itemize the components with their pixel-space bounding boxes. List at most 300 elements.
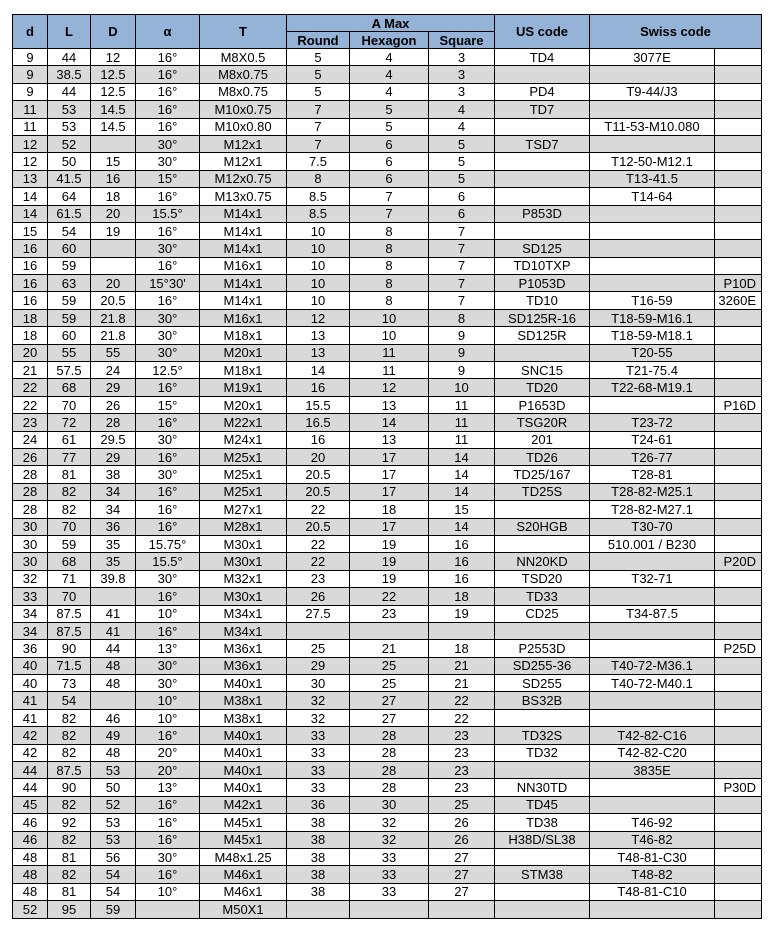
cell-extra: [715, 49, 762, 66]
cell-alpha: 10°: [136, 883, 200, 900]
cell-round: 32: [287, 709, 350, 726]
cell-us-code: TD33: [495, 588, 590, 605]
cell-extra: P20D: [715, 553, 762, 570]
cell-round: 16: [287, 379, 350, 396]
table-row: [13, 483, 762, 500]
cell-L: 55: [48, 344, 91, 361]
cell-T: M46x1: [200, 866, 287, 883]
cell-swiss-code: T13-41.5: [590, 170, 715, 187]
cell-L: 70: [48, 518, 91, 535]
cell-round: 32: [287, 692, 350, 709]
cell-square: 4: [429, 118, 495, 135]
cell-L: 73: [48, 675, 91, 692]
cell-round: 10: [287, 292, 350, 309]
table-row: [13, 135, 762, 152]
cell-us-code: TD25S: [495, 483, 590, 500]
cell-round: 8.5: [287, 188, 350, 205]
cell-d: 18: [13, 327, 48, 344]
cell-extra: P10D: [715, 275, 762, 292]
cell-round: 29: [287, 657, 350, 674]
table-row: [13, 431, 762, 448]
cell-square: 27: [429, 866, 495, 883]
cell-D: 48: [91, 675, 136, 692]
cell-alpha: 16°: [136, 49, 200, 66]
cell-hexagon: 5: [350, 118, 429, 135]
cell-us-code: TD25/167: [495, 466, 590, 483]
cell-square: 14: [429, 483, 495, 500]
cell-D: 53: [91, 831, 136, 848]
cell-T: M28x1: [200, 518, 287, 535]
cell-T: M8x0.75: [200, 83, 287, 100]
cell-T: M36x1: [200, 657, 287, 674]
cell-D: 14.5: [91, 101, 136, 118]
cell-L: 61: [48, 431, 91, 448]
cell-hexagon: 11: [350, 362, 429, 379]
cell-square: 14: [429, 518, 495, 535]
cell-square: 7: [429, 292, 495, 309]
cell-L: 82: [48, 866, 91, 883]
cell-extra: [715, 362, 762, 379]
cell-us-code: P1053D: [495, 275, 590, 292]
cell-alpha: 15°: [136, 170, 200, 187]
cell-square: 22: [429, 709, 495, 726]
cell-square: 14: [429, 448, 495, 465]
cell-us-code: [495, 188, 590, 205]
cell-D: 49: [91, 727, 136, 744]
cell-L: 63: [48, 275, 91, 292]
table-row: [13, 205, 762, 222]
cell-us-code: P853D: [495, 205, 590, 222]
table-row: [13, 796, 762, 813]
cell-round: 23: [287, 570, 350, 587]
table-row: [13, 66, 762, 83]
cell-swiss-code: T26-77: [590, 448, 715, 465]
table-row: [13, 379, 762, 396]
cell-hexagon: 18: [350, 501, 429, 518]
cell-D: 50: [91, 779, 136, 796]
table-row: [13, 101, 762, 118]
cell-T: M38x1: [200, 692, 287, 709]
cell-alpha: 30°: [136, 431, 200, 448]
cell-extra: [715, 118, 762, 135]
cell-L: 70: [48, 588, 91, 605]
cell-D: 48: [91, 657, 136, 674]
cell-d: 22: [13, 396, 48, 413]
cell-alpha: 16°: [136, 622, 200, 639]
cell-D: 34: [91, 483, 136, 500]
cell-T: M30x1: [200, 535, 287, 552]
cell-alpha: 30°: [136, 675, 200, 692]
cell-round: 33: [287, 762, 350, 779]
cell-swiss-code: T28-82-M25.1: [590, 483, 715, 500]
cell-T: M40x1: [200, 727, 287, 744]
cell-extra: [715, 344, 762, 361]
cell-round: 16: [287, 431, 350, 448]
cell-square: 23: [429, 762, 495, 779]
cell-hexagon: 5: [350, 101, 429, 118]
cell-hexagon: 28: [350, 744, 429, 761]
cell-us-code: TD45: [495, 796, 590, 813]
cell-d: 9: [13, 49, 48, 66]
cell-round: 30: [287, 675, 350, 692]
cell-extra: 3260E: [715, 292, 762, 309]
cell-D: 54: [91, 866, 136, 883]
table-body: [13, 49, 762, 919]
cell-L: 60: [48, 240, 91, 257]
cell-extra: [715, 205, 762, 222]
cell-L: 90: [48, 779, 91, 796]
cell-square: 7: [429, 257, 495, 274]
cell-square: 7: [429, 222, 495, 239]
cell-extra: [715, 692, 762, 709]
table-row: [13, 675, 762, 692]
cell-extra: [715, 744, 762, 761]
cell-extra: [715, 605, 762, 622]
cell-L: 54: [48, 692, 91, 709]
cell-swiss-code: T16-59: [590, 292, 715, 309]
header-hexagon: Hexagon: [350, 32, 429, 49]
cell-square: 11: [429, 431, 495, 448]
table-row: [13, 762, 762, 779]
cell-d: 16: [13, 257, 48, 274]
cell-hexagon: 17: [350, 483, 429, 500]
cell-alpha: 15.5°: [136, 553, 200, 570]
cell-d: 28: [13, 483, 48, 500]
cell-T: M25x1: [200, 448, 287, 465]
cell-us-code: [495, 222, 590, 239]
cell-L: 70: [48, 396, 91, 413]
cell-T: M20x1: [200, 396, 287, 413]
cell-square: 27: [429, 848, 495, 865]
cell-us-code: SD125R: [495, 327, 590, 344]
cell-T: M25x1: [200, 466, 287, 483]
cell-round: 10: [287, 257, 350, 274]
cell-square: 3: [429, 49, 495, 66]
cell-square: 15: [429, 501, 495, 518]
cell-hexagon: 7: [350, 188, 429, 205]
cell-swiss-code: T9-44/J3: [590, 83, 715, 100]
cell-us-code: BS32B: [495, 692, 590, 709]
cell-alpha: 16°: [136, 414, 200, 431]
table-row: [13, 657, 762, 674]
cell-swiss-code: T28-81: [590, 466, 715, 483]
cell-square: [429, 622, 495, 639]
cell-round: 22: [287, 535, 350, 552]
cell-D: 29: [91, 379, 136, 396]
table-row: [13, 814, 762, 831]
cell-D: 12: [91, 49, 136, 66]
cell-hexagon: 8: [350, 292, 429, 309]
cell-L: 77: [48, 448, 91, 465]
cell-d: 34: [13, 605, 48, 622]
cell-d: 16: [13, 240, 48, 257]
cell-L: 44: [48, 83, 91, 100]
cell-us-code: SD125R-16: [495, 309, 590, 326]
cell-us-code: [495, 883, 590, 900]
cell-hexagon: 8: [350, 222, 429, 239]
cell-T: M40x1: [200, 675, 287, 692]
cell-swiss-code: T48-81-C30: [590, 848, 715, 865]
cell-round: 5: [287, 83, 350, 100]
cell-swiss-code: T11-53-M10.080: [590, 118, 715, 135]
cell-T: M40x1: [200, 744, 287, 761]
cell-extra: [715, 657, 762, 674]
cell-hexagon: 22: [350, 588, 429, 605]
cell-round: [287, 622, 350, 639]
cell-L: 82: [48, 727, 91, 744]
cell-round: 20.5: [287, 483, 350, 500]
cell-us-code: SNC15: [495, 362, 590, 379]
cell-square: 6: [429, 205, 495, 222]
cell-round: [287, 901, 350, 918]
cell-hexagon: 27: [350, 709, 429, 726]
cell-hexagon: 19: [350, 570, 429, 587]
table-row: [13, 901, 762, 918]
cell-L: 82: [48, 501, 91, 518]
cell-L: 59: [48, 257, 91, 274]
cell-alpha: 16°: [136, 501, 200, 518]
cell-d: 22: [13, 379, 48, 396]
cell-us-code: [495, 153, 590, 170]
cell-extra: [715, 240, 762, 257]
cell-alpha: 30°: [136, 466, 200, 483]
cell-D: 29: [91, 448, 136, 465]
cell-alpha: 15.75°: [136, 535, 200, 552]
cell-alpha: 30°: [136, 570, 200, 587]
cell-L: 54: [48, 222, 91, 239]
cell-alpha: 16°: [136, 483, 200, 500]
cell-us-code: TD20: [495, 379, 590, 396]
cell-hexagon: 4: [350, 66, 429, 83]
table-header: [13, 15, 762, 49]
cell-square: 18: [429, 640, 495, 657]
cell-L: 87.5: [48, 762, 91, 779]
cell-us-code: TD32: [495, 744, 590, 761]
cell-round: 20: [287, 448, 350, 465]
cell-T: M25x1: [200, 483, 287, 500]
cell-alpha: 13°: [136, 640, 200, 657]
cell-us-code: [495, 501, 590, 518]
cell-D: 38: [91, 466, 136, 483]
cell-D: [91, 692, 136, 709]
table-row: [13, 622, 762, 639]
table-row: [13, 553, 762, 570]
cell-d: 30: [13, 553, 48, 570]
table-row: [13, 570, 762, 587]
cell-extra: [715, 501, 762, 518]
header-T: T: [200, 15, 287, 49]
cell-round: 7: [287, 101, 350, 118]
cell-T: M22x1: [200, 414, 287, 431]
cell-D: 35: [91, 535, 136, 552]
cell-round: 38: [287, 883, 350, 900]
table-row: [13, 709, 762, 726]
cell-hexagon: 25: [350, 657, 429, 674]
cell-hexagon: 23: [350, 605, 429, 622]
cell-d: 11: [13, 101, 48, 118]
cell-round: 5: [287, 66, 350, 83]
cell-swiss-code: [590, 901, 715, 918]
cell-swiss-code: T40-72-M40.1: [590, 675, 715, 692]
cell-hexagon: [350, 901, 429, 918]
cell-L: 64: [48, 188, 91, 205]
cell-L: 59: [48, 535, 91, 552]
cell-round: 15.5: [287, 396, 350, 413]
cell-round: 25: [287, 640, 350, 657]
cell-square: 27: [429, 883, 495, 900]
table-row: [13, 49, 762, 66]
cell-alpha: 15.5°: [136, 205, 200, 222]
cell-swiss-code: T30-70: [590, 518, 715, 535]
table-row: [13, 327, 762, 344]
header-round: Round: [287, 32, 350, 49]
cell-extra: [715, 188, 762, 205]
cell-us-code: NN30TD: [495, 779, 590, 796]
cell-swiss-code: [590, 205, 715, 222]
table-row: [13, 170, 762, 187]
cell-extra: [715, 814, 762, 831]
cell-T: M8x0.75: [200, 66, 287, 83]
cell-T: M12x0.75: [200, 170, 287, 187]
cell-alpha: 30°: [136, 657, 200, 674]
cell-alpha: 16°: [136, 588, 200, 605]
cell-d: 26: [13, 448, 48, 465]
cell-hexagon: 17: [350, 466, 429, 483]
cell-extra: [715, 66, 762, 83]
cell-L: 59: [48, 309, 91, 326]
cell-alpha: 30°: [136, 344, 200, 361]
cell-D: 26: [91, 396, 136, 413]
header-swiss-code: Swiss code: [590, 15, 762, 49]
cell-extra: [715, 796, 762, 813]
cell-us-code: [495, 901, 590, 918]
cell-d: 42: [13, 744, 48, 761]
cell-square: 26: [429, 814, 495, 831]
cell-us-code: [495, 66, 590, 83]
cell-square: 10: [429, 379, 495, 396]
cell-us-code: STM38: [495, 866, 590, 883]
cell-extra: [715, 535, 762, 552]
cell-extra: [715, 483, 762, 500]
cell-hexagon: 4: [350, 49, 429, 66]
cell-us-code: P2553D: [495, 640, 590, 657]
cell-T: M14x1: [200, 205, 287, 222]
table-row: [13, 605, 762, 622]
cell-alpha: 16°: [136, 866, 200, 883]
table-row: [13, 118, 762, 135]
cell-D: 21.8: [91, 327, 136, 344]
cell-swiss-code: T24-61: [590, 431, 715, 448]
cell-square: 19: [429, 605, 495, 622]
table-row: [13, 240, 762, 257]
cell-square: 7: [429, 275, 495, 292]
cell-alpha: 16°: [136, 831, 200, 848]
cell-D: 46: [91, 709, 136, 726]
cell-alpha: 16°: [136, 379, 200, 396]
cell-D: [91, 135, 136, 152]
cell-d: 18: [13, 309, 48, 326]
cell-alpha: 10°: [136, 709, 200, 726]
cell-square: 3: [429, 66, 495, 83]
cell-D: 16: [91, 170, 136, 187]
cell-D: 19: [91, 222, 136, 239]
cell-d: 9: [13, 83, 48, 100]
cell-extra: [715, 518, 762, 535]
cell-square: 25: [429, 796, 495, 813]
cell-alpha: 16°: [136, 796, 200, 813]
cell-hexagon: 6: [350, 135, 429, 152]
cell-extra: [715, 135, 762, 152]
cell-square: 9: [429, 344, 495, 361]
cell-round: 8: [287, 170, 350, 187]
cell-d: 48: [13, 848, 48, 865]
cell-alpha: 16°: [136, 727, 200, 744]
cell-L: 53: [48, 101, 91, 118]
cell-hexagon: 6: [350, 153, 429, 170]
cell-d: 11: [13, 118, 48, 135]
cell-d: 41: [13, 692, 48, 709]
cell-d: 36: [13, 640, 48, 657]
cell-hexagon: 33: [350, 866, 429, 883]
cell-extra: [715, 466, 762, 483]
cell-extra: [715, 848, 762, 865]
cell-T: M38x1: [200, 709, 287, 726]
cell-extra: [715, 83, 762, 100]
cell-L: 81: [48, 466, 91, 483]
cell-us-code: SD125: [495, 240, 590, 257]
table-row: [13, 466, 762, 483]
cell-T: M12x1: [200, 135, 287, 152]
cell-square: 11: [429, 414, 495, 431]
cell-us-code: TSG20R: [495, 414, 590, 431]
cell-L: 82: [48, 709, 91, 726]
cell-swiss-code: T21-75.4: [590, 362, 715, 379]
cell-D: 41: [91, 622, 136, 639]
cell-extra: P16D: [715, 396, 762, 413]
cell-square: 5: [429, 153, 495, 170]
header-D: D: [91, 15, 136, 49]
cell-hexagon: 28: [350, 779, 429, 796]
cell-square: 7: [429, 240, 495, 257]
cell-square: 23: [429, 727, 495, 744]
cell-extra: [715, 153, 762, 170]
cell-square: 23: [429, 744, 495, 761]
cell-us-code: TD38: [495, 814, 590, 831]
cell-D: 36: [91, 518, 136, 535]
table-row: [13, 535, 762, 552]
cell-round: 5: [287, 49, 350, 66]
table-row: [13, 188, 762, 205]
cell-D: 56: [91, 848, 136, 865]
cell-D: 55: [91, 344, 136, 361]
table-row: [13, 414, 762, 431]
cell-swiss-code: T42-82-C20: [590, 744, 715, 761]
cell-alpha: 16°: [136, 66, 200, 83]
cell-alpha: 16°: [136, 222, 200, 239]
cell-L: 81: [48, 883, 91, 900]
cell-D: 52: [91, 796, 136, 813]
cell-hexagon: 32: [350, 814, 429, 831]
cell-swiss-code: T40-72-M36.1: [590, 657, 715, 674]
cell-extra: [715, 675, 762, 692]
cell-swiss-code: T46-92: [590, 814, 715, 831]
cell-d: 48: [13, 866, 48, 883]
cell-d: 48: [13, 883, 48, 900]
cell-d: 30: [13, 518, 48, 535]
cell-hexagon: 13: [350, 396, 429, 413]
cell-extra: [715, 709, 762, 726]
cell-alpha: 16°: [136, 257, 200, 274]
